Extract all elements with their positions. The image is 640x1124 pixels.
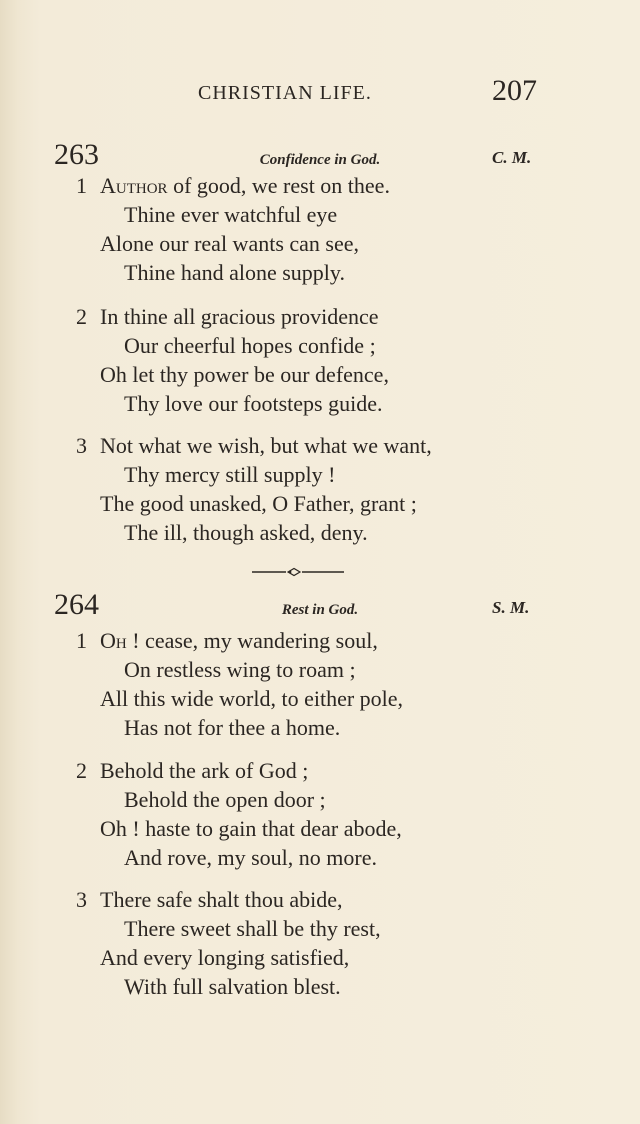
verse-line: And rove, my soul, no more. <box>124 845 377 870</box>
page-number: 207 <box>492 74 537 107</box>
verse-line: Author of good, we rest on thee. <box>100 173 390 198</box>
hymn-header <box>0 588 640 628</box>
verse-line: With full salvation blest. <box>124 974 341 999</box>
verse-line: Behold the open door ; <box>124 787 326 812</box>
first-word: Oh <box>100 628 127 653</box>
stanza-number: 3 <box>76 433 87 458</box>
stanza-number: 1 <box>76 173 87 198</box>
verse-line: Our cheerful hopes confide ; <box>124 333 376 358</box>
verse-line: Has not for thee a home. <box>124 715 341 740</box>
verse-line: Not what we wish, but what we want, <box>100 433 432 458</box>
first-word: Author <box>100 173 168 198</box>
stanza-number: 2 <box>76 758 87 783</box>
verse-line: In thine all gracious providence <box>100 304 379 329</box>
verse-line: Alone our real wants can see, <box>100 231 360 256</box>
verse-line: Thy love our footsteps guide. <box>124 391 383 416</box>
hymn-title: Confidence in God. <box>259 152 381 168</box>
verse-line: Behold the ark of God ; <box>100 758 309 783</box>
stanza-number: 3 <box>76 887 87 912</box>
hymn-meter: C. M. <box>492 148 532 167</box>
verse-line: Thine ever watchful eye <box>124 202 338 227</box>
verse-line: Oh ! haste to gain that dear abode, <box>100 816 402 841</box>
verse-line: The ill, though asked, deny. <box>124 520 368 545</box>
hymn-meter: S. M. <box>492 598 530 617</box>
hymn-number: 263 <box>54 138 99 171</box>
verse-line: Thy mercy still supply ! <box>124 462 336 487</box>
verse-line: There sweet shall be thy rest, <box>124 916 381 941</box>
ornament-divider <box>252 566 344 578</box>
verse-line: And every longing satisfied, <box>100 945 350 970</box>
verse-line: The good unasked, O Father, grant ; <box>100 491 417 516</box>
verse-line: Oh let thy power be our defence, <box>100 362 389 387</box>
verse-line: Thine hand alone supply. <box>124 260 345 285</box>
stanza-number: 1 <box>76 628 87 653</box>
stanza-number: 2 <box>76 304 87 329</box>
verse-line: Oh ! cease, my wandering soul, <box>100 628 378 653</box>
verse-line: There safe shalt thou abide, <box>100 887 343 912</box>
verse-line: On restless wing to roam ; <box>124 657 356 682</box>
running-head: CHRISTIAN LIFE. <box>198 82 372 104</box>
hymn-number: 264 <box>54 588 99 621</box>
hymn-title: Rest in God. <box>281 602 359 618</box>
hymn-264 <box>0 588 640 628</box>
verse-line: All this wide world, to either pole, <box>100 686 404 711</box>
